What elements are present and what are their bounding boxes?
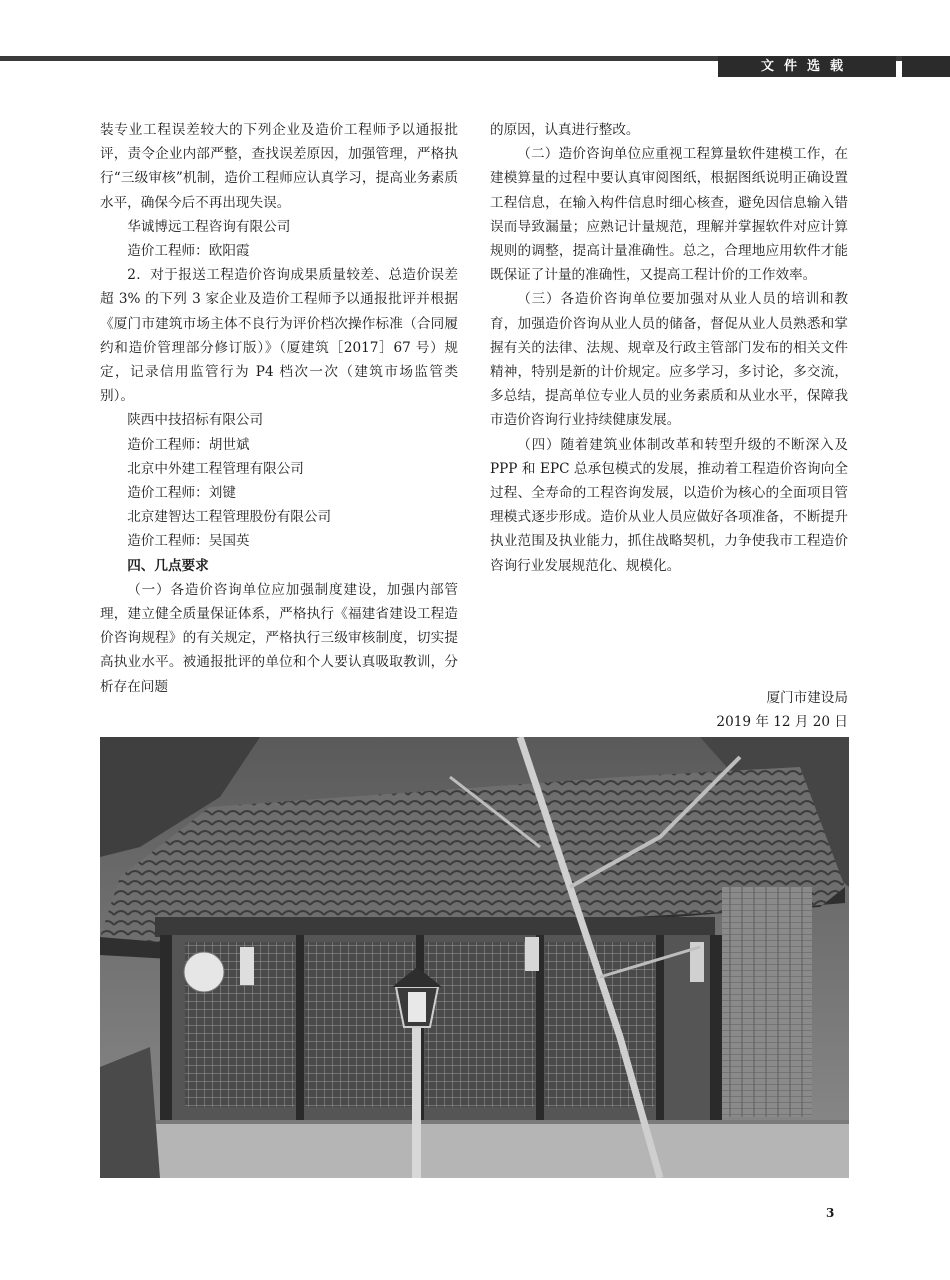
paragraph: 2．对于报送工程造价咨询成果质量较差、总造价误差超 3% 的下列 3 家企业及造价工程师予以通报批评并根据《厦门市建筑市场主体不良行为评价档次操作标准（合同履约和造价管理部分修订版）》（厦建筑［2017］67 号）规定，记录信用监管行为 P4 档次一次（建筑市场监管类别）。 [100,267,458,405]
signature-block [640,686,848,734]
company-name: 北京建智达工程管理股份有限公司 [127,509,332,526]
engineer-name: 造价工程师：胡世斌 [127,436,250,453]
section-title: 文件选载 [718,56,896,77]
page-number: 3 [826,1206,835,1220]
company-name: 陕西中技招标有限公司 [127,412,264,429]
header-tab-end [902,56,950,77]
section-heading: 四、几点要求 [127,557,209,574]
right-column [490,118,848,578]
engineer-name: 造价工程师：吴国英 [127,533,250,550]
left-column [100,118,458,699]
paragraph: （一）各造价咨询单位应加强制度建设，加强内部管理，建立健全质量保证体系，严格执行《福建省建设工程造价咨询规程》的有关规定，严格执行三级审核制度，切实提高执业水平。被通报批评的单位和个人要认真吸取教训，分析存在问题 [100,581,458,695]
company-name: 华诚博远工程咨询有限公司 [127,218,291,235]
company-name: 北京中外建工程管理有限公司 [127,460,304,477]
issue-date: 2019 年 12 月 20 日 [716,714,848,730]
paragraph: （四）随着建筑业体制改革和转型升级的不断深入及 PPP 和 EPC 总承包模式的发展，推动着工程造价咨询向全过程、全寿命的工程咨询发展，以造价为核心的全面项目管理模式逐步形成。造价从业人员应做好各项准备，不断提升执业范围及执业能力，抓住战略契机，力争使我市工程造价咨询行业发展规范化、规模化。 [490,436,848,574]
paragraph: （三）各造价咨询单位要加强对从业人员的培训和教育，加强造价咨询从业人员的储备，督促从业人员熟悉和掌握有关的法律、法规、规章及行政主管部门发布的相关文件精神，特别是新的计价规定。应多学习，多讨论，多交流，多总结，提高单位专业人员的业务素质和从业水平，保障我市造价咨询行业持续健康发展。 [490,291,848,429]
issuer-name: 厦门市建设局 [766,690,848,706]
paragraph: 的原因，认真进行整改。 [490,122,640,138]
paragraph: （二）造价咨询单位应重视工程算量软件建模工作，在建模算量的过程中要认真审阅图纸，根据图纸说明正确设置工程信息，在输入构件信息时细心核查，避免因信息输入错误而导致漏量；应熟记计量规范，理解并掌握软件对应计算规则的调整，提高计量准确性。总之，合理地应用软件才能既保证了计量的准确性，又提高工程计价的工作效率。 [490,146,848,284]
temple-photo [100,737,849,1178]
paragraph: 装专业工程误差较大的下列企业及造价工程师予以通报批评，责令企业内部严整，查找误差原因，加强管理，严格执行“三级审核”机制，造价工程师应认真学习，提高业务素质水平，确保今后不再出现失误。 [100,122,458,211]
engineer-name: 造价工程师：欧阳霞 [127,243,250,260]
engineer-name: 造价工程师：刘键 [127,485,236,502]
